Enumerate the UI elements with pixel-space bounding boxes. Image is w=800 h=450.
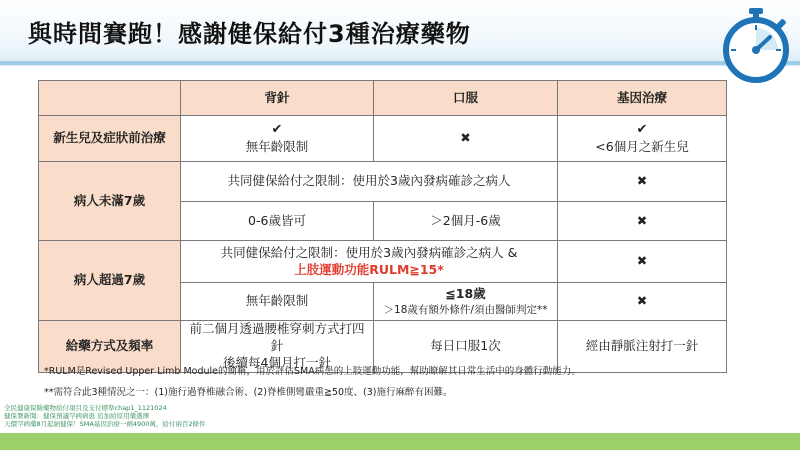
cell-text: 共同健保給付之限制：使用於3歲內發病確診之病人 & (220, 244, 518, 260)
cell-under7-injection: 0-6歲皆可 (181, 202, 374, 241)
header-injection: 背針 (181, 81, 374, 116)
stopwatch-icon (716, 6, 796, 86)
row-label-newborn: 新生兒及症狀前治療 (39, 116, 181, 162)
cell-newborn-gene (558, 116, 727, 162)
coverage-table (38, 80, 727, 373)
cell-text: 後續每4個月打一針 (223, 354, 331, 370)
cell-over7-oral (374, 283, 558, 321)
source-link[interactable]: 全民健康保險藥物給付項目及支付標準chap1_1121024 (4, 404, 167, 412)
cell-text: <6個月之新生兒 (595, 138, 689, 154)
table-row-newborn (39, 116, 727, 162)
title-underline (0, 61, 800, 65)
cell-admin-injection (181, 321, 374, 373)
cross-icon: ✖ (558, 202, 727, 241)
footnote-conditions: **需符合此3種情況之一：(1)施行過脊椎融合術、(2)脊椎側彎嚴重≧50度、(3)施行麻醉有困難。 (44, 387, 453, 399)
header-oral: 口服 (374, 81, 558, 116)
header-gene-therapy: 基因治療 (558, 81, 727, 116)
cell-text: 前二個月透過腰椎穿刺方式打四針 (189, 321, 365, 353)
cross-icon: ✖ (558, 241, 727, 283)
source-link[interactable]: 健保署新聞：健保預議罕病病患 追加給原用藥選擇 (4, 412, 150, 421)
cell-text: 無年齡限制 (245, 138, 309, 154)
row-label-over7: 病人超過7歲 (39, 241, 181, 321)
cell-under7-shared: 共同健保給付之限制：使用於3歲內發病確診之病人 (181, 162, 558, 202)
header-empty (39, 81, 181, 116)
table-row-under7-shared (39, 162, 727, 202)
cross-icon: ✖ (374, 116, 558, 162)
rulm-requirement: 上肢運動功能RULM≧15* (294, 261, 444, 277)
cell-admin-oral: 每日口服1次 (374, 321, 558, 373)
check-icon: ✔ (271, 122, 283, 138)
table-header-row (39, 81, 727, 116)
source-link[interactable]: 天價罕病藥8月起納健保！SMA基因治療一劑4900萬，給付兩百2條件 (4, 420, 206, 429)
page-title: 與時間賽跑！感謝健保給付3種治療藥物 (28, 20, 471, 48)
footnotes (44, 366, 581, 409)
cell-under7-oral: ＞2個月-6歲 (374, 202, 558, 241)
cross-icon: ✖ (558, 283, 727, 321)
table-row-over7-shared (39, 241, 727, 283)
cell-admin-gene: 經由靜脈注射打一針 (558, 321, 727, 373)
check-icon: ✔ (636, 122, 648, 138)
cell-over7-injection: 無年齡限制 (181, 283, 374, 321)
footnote-rulm: *RULM是Revised Upper Limb Module的簡稱，用於評估SMA病患的上肢運動功能，幫助瞭解其日常生活中的身體行動能力。 (44, 366, 581, 377)
footer-bar (0, 433, 800, 450)
table-row-administration (39, 321, 727, 373)
cell-text: ≦18歲 (445, 285, 486, 301)
source-links (4, 404, 206, 428)
cell-note: ＞18歲有額外條件/須由醫師判定** (383, 303, 548, 316)
row-label-under7: 病人未滿7歲 (39, 162, 181, 241)
cross-icon: ✖ (558, 162, 727, 202)
cell-over7-shared (181, 241, 558, 283)
cell-newborn-injection (181, 116, 374, 162)
row-label-administration: 給藥方式及頻率 (39, 321, 181, 373)
